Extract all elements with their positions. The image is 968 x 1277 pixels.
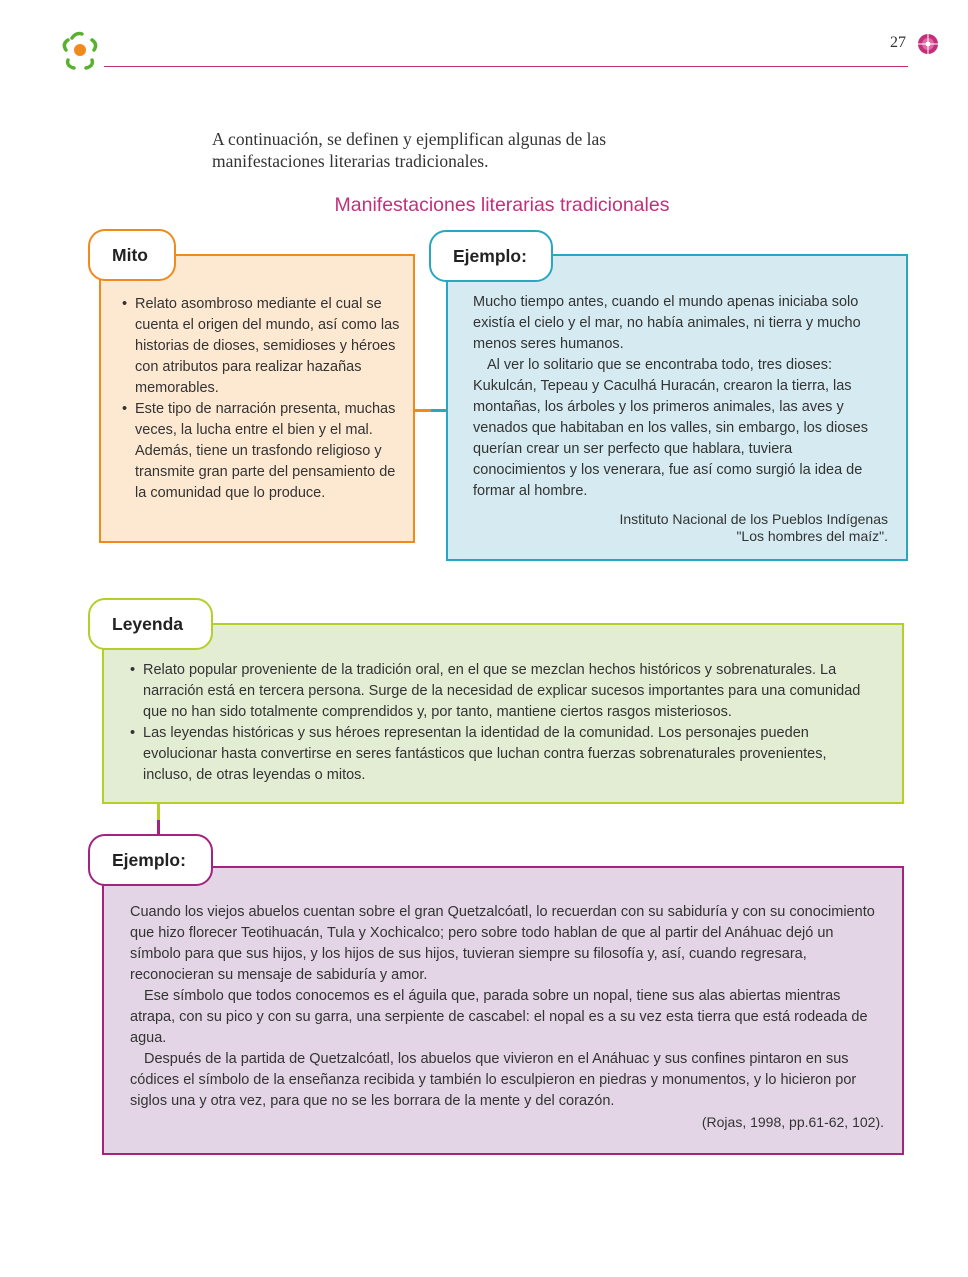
- ejemplo-mito-box: [446, 254, 908, 561]
- list-item: • Relato popular proveniente de la tradición oral, en el que se mezclan hechos históricos y sobrenaturales. La narración está en tercera persona. Surge de la necesidad de explicar sucesos importantes para una comunidad que no han sido totalmente comprendidos y, por tanto, mantiene ciertos rasgos misteriosos.: [130, 660, 870, 723]
- leyenda-tab: [88, 598, 213, 650]
- header-rule: [104, 66, 908, 67]
- mito-bullets: [122, 294, 404, 504]
- source-line: Instituto Nacional de los Pueblos Indígenas: [619, 511, 888, 527]
- paragraph: Al ver lo solitario que se encontraba todo, tres dioses: Kukulcán, Tepeau y Caculhá Huracán, crearon la tierra, las montañas, los árboles y los primeros animales, las aves y venados que habitaban en los valles, sin embargo, los dioses querían crear un ser perfecto que hablara, tuviera conocimientos y los venerara, fue así como surgió la idea de formar al hombre.: [473, 357, 868, 499]
- source-line: "Los hombres del maíz".: [736, 528, 888, 544]
- paragraph: Ese símbolo que todos conocemos es el águila que, parada sobre un nopal, tiene sus alas abiertas mientras atrapa, con su pico y con su garra, una serpiente de cascabel: el nopal es a su vez esta tierra que está rodeada de agua.: [130, 988, 868, 1046]
- connector-lime: [157, 804, 160, 820]
- paragraph: Mucho tiempo antes, cuando el mundo apenas iniciaba solo existía el cielo y el mar, no había animales, ni tierra y mucho menos seres humanos.: [473, 294, 861, 352]
- ejemplo-leyenda-box: [102, 866, 904, 1155]
- flower-logo-icon: [58, 30, 102, 70]
- mito-tab: [88, 229, 176, 281]
- paragraph: Después de la partida de Quetzalcóatl, los abuelos que vivieron en el Anáhuac y sus confines pintaron en sus códices el símbolo de la enseñanza recibida y también lo esculpieron en piedras y monumentos, y lo hicieron por siglos una y otra vez, para que no se les borrara de la mente y del corazón.: [130, 1051, 857, 1109]
- ejemplo-mito-text: [473, 292, 885, 502]
- connector-teal: [431, 409, 447, 412]
- list-item: • Este tipo de narración presenta, muchas veces, la lucha entre el bien y el mal. Además, tiene un trasfondo religioso y transmite gran parte del pensamiento de la comunidad que lo produce.: [122, 399, 404, 504]
- ejemplo-mito-label: Ejemplo:: [453, 245, 527, 266]
- ejemplo-mito-tab: [429, 230, 553, 282]
- rose-icon: [916, 32, 940, 56]
- leyenda-label: Leyenda: [112, 613, 183, 634]
- ejemplo-leyenda-label: Ejemplo:: [112, 849, 186, 870]
- section-title: Manifestaciones literarias tradicionales: [334, 194, 670, 216]
- ejemplo-mito-source: [528, 511, 888, 545]
- leyenda-box: [102, 623, 904, 804]
- mito-box: [99, 254, 415, 543]
- ejemplo-leyenda-source: (Rojas, 1998, pp.61-62, 102).: [701, 1114, 884, 1130]
- paragraph: Cuando los viejos abuelos cuentan sobre el gran Quetzalcóatl, lo recuerdan con su sabiduría y con su conocimiento que hizo florecer Teotihuacán, Tula y Xochicalco; pero sobre todo hablan de que al partir del Anáhuac dejó un símbolo para que sus hijos, y los hijos de sus hijos, tuvieran siempre su filosofía y, así, cuando regresara, reconocieran su mensaje de sabiduría y amor.: [130, 904, 875, 983]
- ejemplo-leyenda-text: [130, 902, 882, 1112]
- connector-orange: [415, 409, 431, 412]
- list-item: • Las leyendas históricas y sus héroes representan la identidad de la comunidad. Los personajes pueden evolucionar hasta convertirse en seres fantásticos que luchan contra fuerzas sobrenaturales provenientes, incluso, de otras leyendas o mitos.: [130, 723, 870, 786]
- leyenda-bullets: [130, 660, 870, 786]
- mito-label: Mito: [112, 244, 148, 265]
- page-number: 27: [890, 34, 906, 51]
- ejemplo-leyenda-tab: [88, 834, 213, 886]
- list-item: • Relato asombroso mediante el cual se cuenta el origen del mundo, así como las historias de dioses, semidioses y héroes con atributos para realizar hazañas memorables.: [122, 294, 404, 399]
- intro-text: A continuación, se definen y ejemplifican algunas de las manifestaciones literarias tradicionales.: [212, 129, 607, 171]
